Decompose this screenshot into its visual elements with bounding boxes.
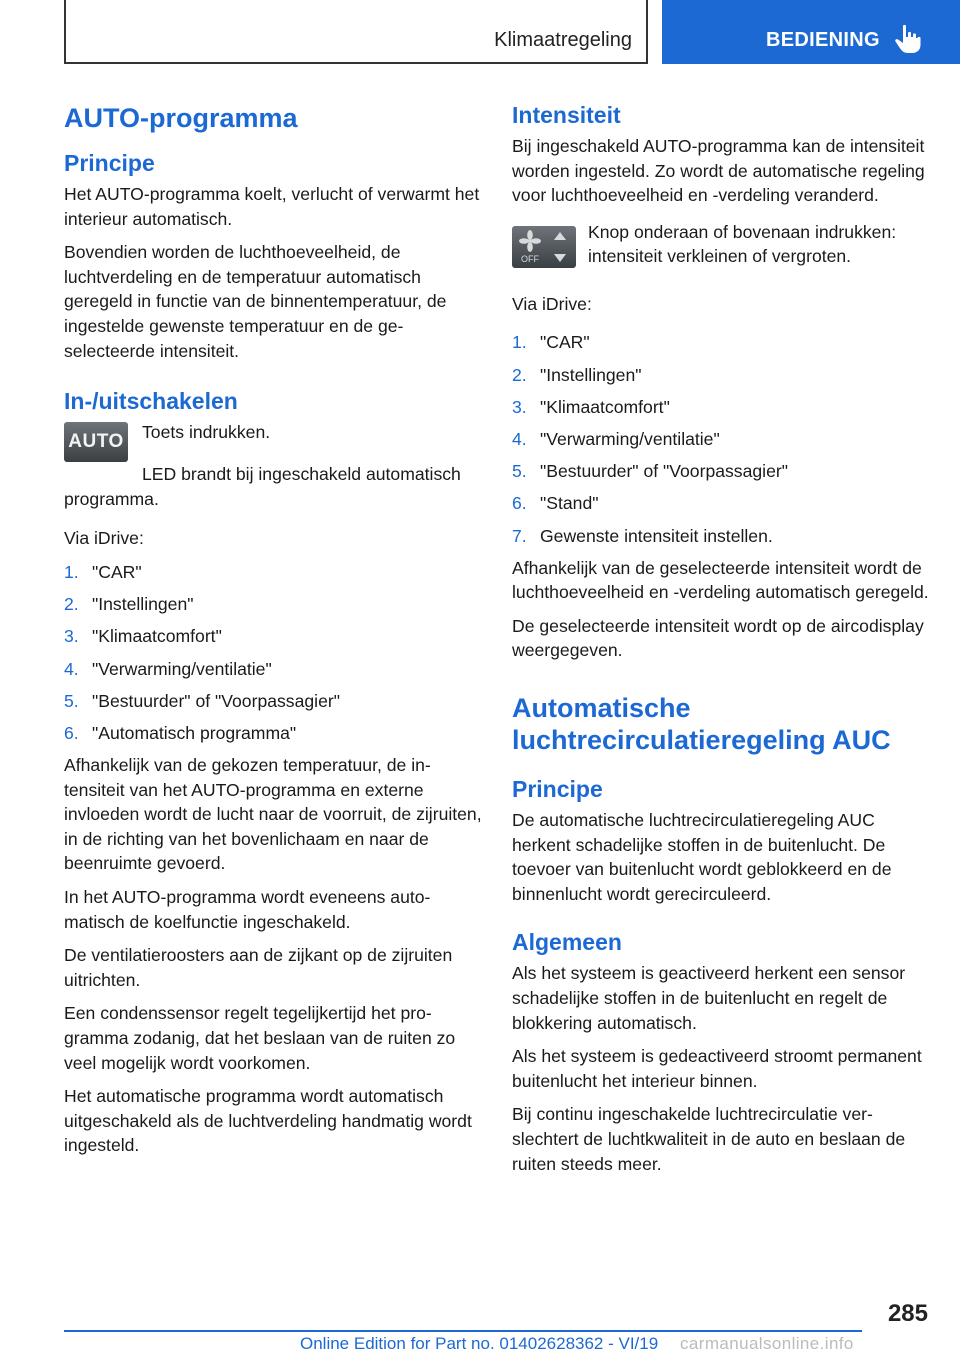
list-item: 6. "Stand" <box>512 493 599 514</box>
right-column <box>512 100 932 1185</box>
list-item: 7. Gewenste intensiteit instellen. <box>512 525 773 546</box>
paragraph: Toets indrukken. <box>142 422 271 443</box>
subheading-principe: Principe <box>64 150 155 176</box>
paragraph: Als het systeem is gedeactiveerd stroomt permanent buitenlucht het interieur binnen. <box>512 1046 922 1091</box>
list-item: 5. "Bestuurder" of "Voorpassagier" <box>64 690 340 711</box>
auto-button-label: AUTO <box>68 431 124 453</box>
list-item: 1. "CAR" <box>64 561 142 582</box>
paragraph: Afhankelijk van de gekozen temperatuur, de intensiteit van het AUTO-programma en externe invloeden wordt de lucht naar de voorruit, de zijruiten, in de richting van het bovenlichaam en naar de beenruimte gevoerd. <box>64 755 482 874</box>
via-idrive-label: Via iDrive: <box>64 528 144 549</box>
left-steps-list <box>64 560 484 746</box>
paragraph: Afhankelijk van de geselecteerde intensiteit wordt de luchthoeveelheid en -verdeling automatisch geregeld. <box>512 557 929 603</box>
fan-up-down-button-icon <box>512 226 576 268</box>
paragraph: LED brandt bij ingeschakeld automatisch programma. <box>64 464 461 509</box>
paragraph: De automatische luchtrecirculatieregeling AUC herkent schadelijke stoffen in de buitenlucht. De toevoer van buitenlucht wordt geblokkeerd en de binnenlucht wordt gerecirculeerd. <box>512 810 892 904</box>
section-title-auto-programma: AUTO-programma <box>64 103 298 133</box>
paragraph: Knop onderaan of bovenaan indrukken: intensiteit verkleinen of vergroten. <box>588 221 897 267</box>
paragraph: De ventilatieroosters aan de zijkant op de zijruiten uitrichten. <box>64 945 453 990</box>
footer-edition-text: Online Edition for Part no. 01402628362 - VI/19 <box>300 1334 659 1353</box>
paragraph: Bij continu ingeschakelde luchtrecirculatie verslechtert de luchtkwaliteit in de auto en beslaan de ruiten steeds meer. <box>512 1104 906 1174</box>
list-item: 4. "Verwarming/ventilatie" <box>64 658 272 679</box>
paragraph: De geselecteerde intensiteit wordt op de aircodisplay weergegeven. <box>512 615 924 661</box>
list-item: 6. "Automatisch programma" <box>64 722 297 743</box>
header-section-box <box>64 0 648 64</box>
fan-button-description <box>512 220 932 282</box>
list-item: 4. "Verwarming/ventilatie" <box>512 428 720 449</box>
section-title-auc: Automatische luchtrecirculatieregeling AUC <box>512 693 891 756</box>
right-steps-list <box>512 330 932 548</box>
subheading-principe-auc: Principe <box>512 776 603 803</box>
paragraph: Bovendien worden de luchthoeveelheid, de luchtverdeling en de temperatuur automatisch geregeld in functie van de binnentemperatuur, de ingestelde gewenste temperatuur en de geselecteerde intensiteit. <box>64 242 447 361</box>
hand-pointer-icon <box>894 24 922 54</box>
subheading-algemeen: Algemeen <box>512 929 622 956</box>
header-chapter-label: BEDIENING <box>766 29 880 51</box>
list-item: 5. "Bestuurder" of "Voorpassagier" <box>512 461 788 482</box>
paragraph: Als het systeem is geactiveerd herkent een sensor schadelijke stoffen in de buitenlucht en regelt de blokkering automatisch. <box>512 963 906 1033</box>
auto-button-icon <box>64 422 128 462</box>
paragraph: Het AUTO-programma koelt, verlucht of verwarmt het interieur automatisch. <box>64 184 480 229</box>
list-item: 3. "Klimaatcomfort" <box>64 626 222 647</box>
page-number: 285 <box>887 1300 928 1327</box>
list-item: 2. "Instellingen" <box>64 594 194 615</box>
header-chapter-tab <box>662 0 960 64</box>
list-item: 3. "Klimaatcomfort" <box>512 396 670 417</box>
footer-divider <box>64 1330 862 1332</box>
auto-button-description <box>64 420 484 470</box>
left-column <box>64 100 484 1167</box>
subheading-in-uitschakelen: In-/uitschakelen <box>64 388 238 415</box>
off-label: OFF <box>521 253 539 264</box>
list-item: 2. "Instellingen" <box>512 364 642 385</box>
paragraph: Bij ingeschakeld AUTO-programma kan de intensiteit worden ingesteld. Zo wordt de automatische regeling voor luchthoeveelheid en -verdeling veranderd. <box>512 136 925 206</box>
paragraph: Het automatische programma wordt automatisch uitgeschakeld als de luchtverdeling handmatig wordt ingesteld. <box>64 1086 472 1156</box>
paragraph: In het AUTO-programma wordt eveneens automatisch de koelfunctie ingeschakeld. <box>64 887 431 932</box>
paragraph: Een condenssensor regelt tegelijkertijd het programma zodanig, dat het beslaan van de ruiten zo veel mogelijk wordt voorkomen. <box>64 1003 456 1073</box>
via-idrive-label: Via iDrive: <box>512 293 592 314</box>
subheading-intensiteit: Intensiteit <box>512 102 621 128</box>
watermark: carmanualsonline.info <box>680 1334 854 1353</box>
list-item: 1. "CAR" <box>512 332 590 353</box>
header-section-title: Klimaatregeling <box>494 29 632 51</box>
